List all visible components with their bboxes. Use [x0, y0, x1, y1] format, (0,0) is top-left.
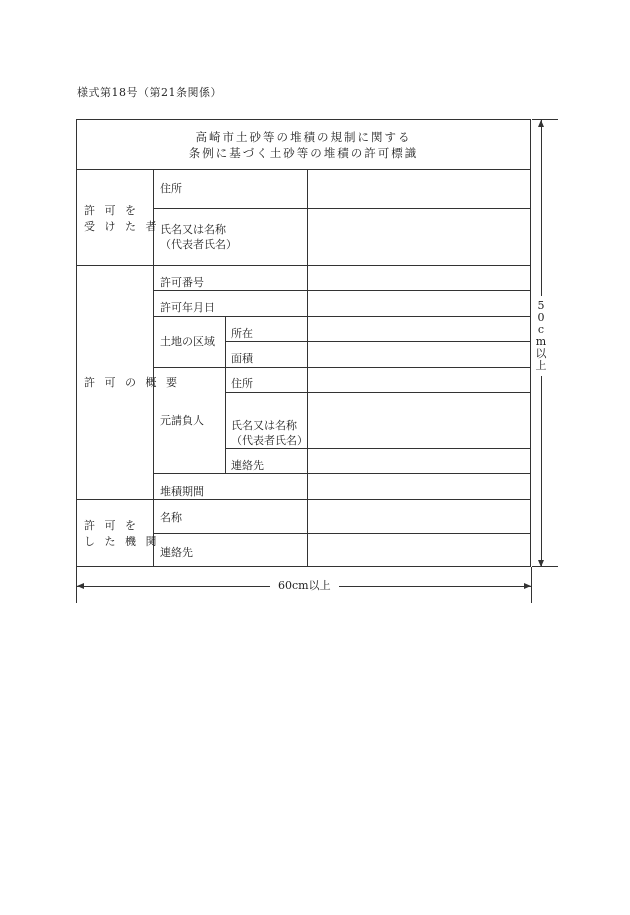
- row-divider: [153, 473, 530, 474]
- permit-number-label: 許可番号: [160, 276, 204, 289]
- sign-title-line2: 条例に基づく土砂等の堆積の許可標識: [188, 146, 419, 160]
- row-divider: [225, 448, 530, 449]
- height-char: c: [537, 323, 545, 336]
- width-dimension-label: 60cm以上: [270, 578, 339, 593]
- contractor-name-label-line2: （代表者氏名）: [231, 434, 308, 447]
- divider-summary-agency: [77, 499, 530, 500]
- contractor-address-label: 住所: [231, 377, 253, 390]
- permit-date-label: 許可年月日: [160, 301, 215, 314]
- location-label: 所在: [231, 327, 253, 340]
- row-divider: [225, 341, 530, 342]
- agency-name-label: 名称: [160, 511, 182, 524]
- arrow-up-icon: [538, 120, 544, 127]
- arrow-down-icon: [538, 560, 544, 567]
- row-divider: [153, 208, 530, 209]
- land-area-label: 土地の区域: [160, 335, 215, 348]
- permitting-agency-group-label: [84, 518, 160, 550]
- height-dimension-bottom-tick: [532, 566, 558, 567]
- row-divider: [225, 392, 530, 393]
- holder-name-label-line2: （代表者氏名）: [160, 238, 237, 251]
- height-dimension-label: [534, 296, 548, 376]
- width-dimension-right-tick: [531, 567, 532, 603]
- holder-name-label: [160, 222, 237, 252]
- row-divider: [153, 367, 530, 368]
- row-divider: [153, 290, 530, 291]
- row-divider: [153, 316, 530, 317]
- permitting-agency-label-line1: 許 可 を: [84, 519, 139, 532]
- sign-title: [77, 120, 530, 170]
- permit-sign-table: [76, 119, 531, 567]
- height-char: 上: [535, 359, 547, 372]
- sign-title-line1: 高崎市土砂等の堆積の規制に関する: [195, 130, 412, 144]
- height-char: 0: [537, 311, 545, 324]
- contractor-name-label-line1: 氏名又は名称: [231, 419, 297, 432]
- form-number: 様式第18号（第21条関係）: [77, 86, 222, 99]
- contractor-label: 元請負人: [160, 414, 204, 427]
- area-label: 面積: [231, 352, 253, 365]
- height-char: 5: [537, 299, 545, 312]
- arrow-right-icon: [524, 583, 531, 589]
- divider-holder-summary: [77, 265, 530, 266]
- permit-holder-group-label: [84, 203, 160, 235]
- permitting-agency-label-line2: し た 機 関: [84, 535, 160, 548]
- contractor-name-label: [231, 418, 308, 448]
- contractor-contact-label: 連絡先: [231, 459, 264, 472]
- arrow-left-icon: [77, 583, 84, 589]
- holder-address-label: 住所: [160, 182, 182, 195]
- height-dimension-top-tick: [532, 119, 558, 120]
- sublabel-divider: [225, 316, 226, 473]
- permit-summary-group-label: 許 可 の 概 要: [84, 376, 180, 389]
- storage-period-label: 堆積期間: [160, 485, 204, 498]
- label-value-divider: [307, 170, 308, 567]
- row-divider: [153, 533, 530, 534]
- height-char: m: [535, 335, 547, 348]
- permit-holder-label-line2: 受 け た 者: [84, 220, 160, 233]
- agency-contact-label: 連絡先: [160, 546, 193, 559]
- permit-holder-label-line1: 許 可 を: [84, 204, 139, 217]
- holder-name-label-line1: 氏名又は名称: [160, 223, 226, 236]
- height-char: 以: [535, 347, 547, 360]
